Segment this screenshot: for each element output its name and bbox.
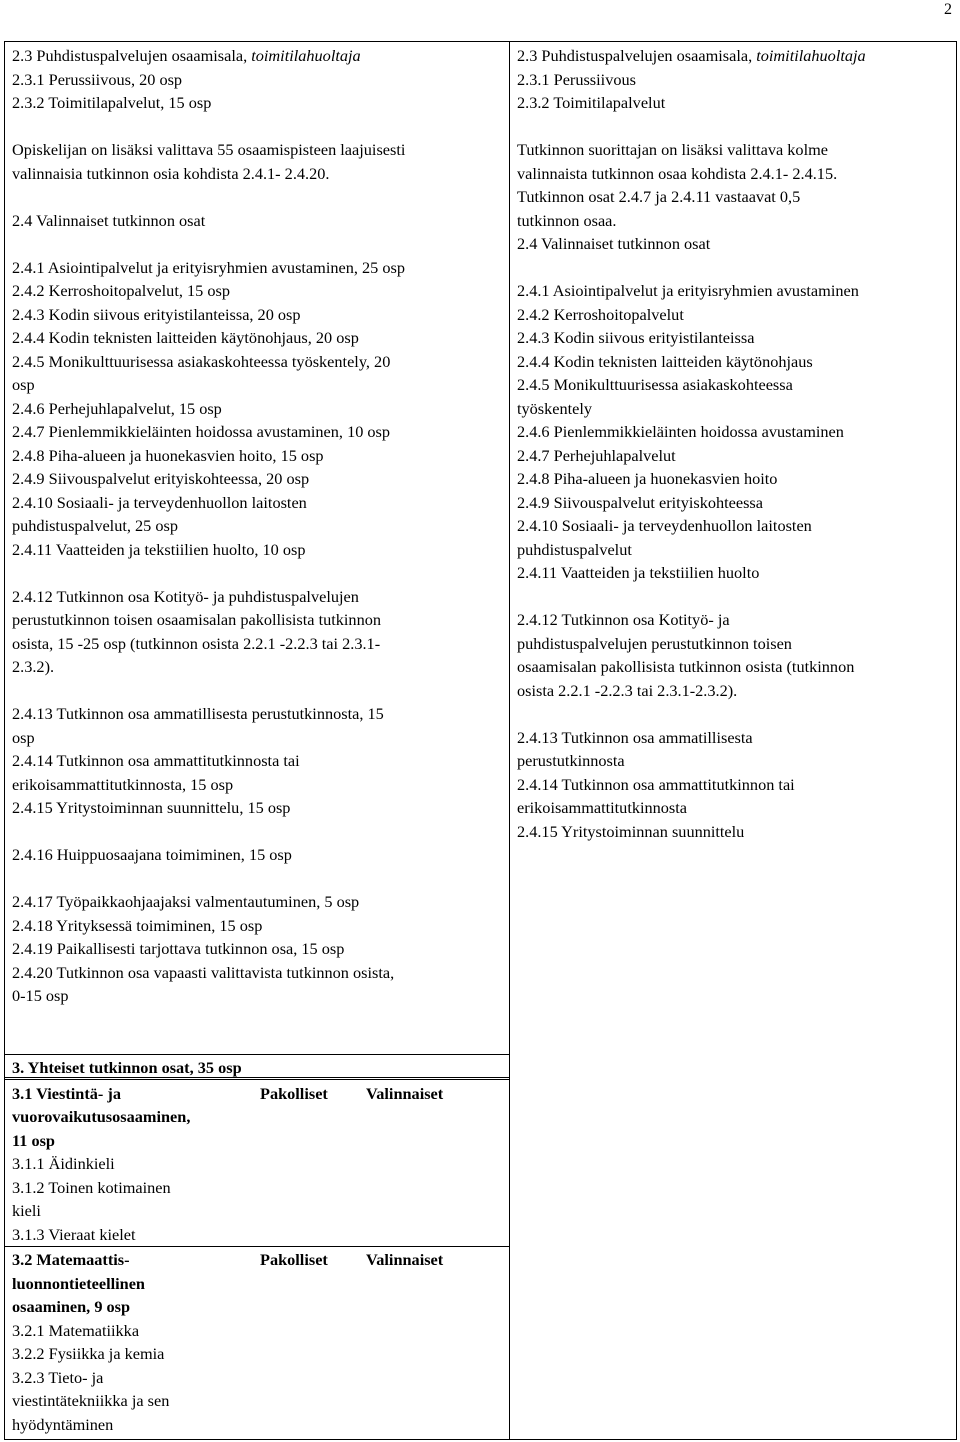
block2-row: 3.2.2 Fysiikka ja kemia bbox=[12, 1344, 165, 1363]
block1-col-valinnaiset: Valinnaiset bbox=[366, 1083, 444, 1103]
right-list-item: 2.4.4 Kodin teknisten laitteiden käytönohjaus bbox=[517, 351, 813, 371]
left-list-item: 2.4.20 Tutkinnon osa vapaasti valittavista tutkinnon osista, bbox=[12, 962, 395, 982]
right-intro-line: Tutkinnon osat 2.4.7 ja 2.4.11 vastaavat 0,5 bbox=[517, 187, 801, 206]
right-list-item: 2.4.10 Sosiaali- ja terveydenhuollon laitosten bbox=[517, 516, 812, 535]
left-list-item: 2.4.10 Sosiaali- ja terveydenhuollon laitosten bbox=[12, 492, 307, 512]
page-number: 2 bbox=[944, 1, 952, 18]
block1-table bbox=[12, 1082, 506, 1247]
right-list-item: 2.4.6 Pienlemmikkieläinten hoidossa avustaminen bbox=[517, 422, 844, 441]
left-list-item: 2.4.8 Piha-alueen ja huonekasvien hoito, 15 osp bbox=[12, 445, 324, 465]
common-studies-title: 3. Yhteiset tutkinnon osat, 35 osp bbox=[12, 1058, 242, 1077]
right-list-item: erikoisammattitutkinnosta bbox=[517, 798, 688, 817]
right-list-item: 2.4.9 Siivouspalvelut erityiskohteessa bbox=[517, 492, 763, 512]
right-list-item: perustutkinnosta bbox=[517, 751, 625, 770]
table-right-border bbox=[956, 41, 957, 1440]
right-list-item: osista 2.2.1 -2.2.3 tai 2.3.1-2.3.2). bbox=[517, 680, 738, 700]
left-list-item: 2.4.17 Työpaikkaohjaajaksi valmentautuminen, 5 osp bbox=[12, 892, 360, 911]
table-left-border bbox=[4, 41, 5, 1440]
right-list-item: 2.4.1 Asiointipalvelut ja erityisryhmien avustaminen bbox=[517, 281, 859, 300]
left-intro-line: valinnaisia tutkinnon osia kohdista 2.4.1- 2.4.20. bbox=[12, 163, 330, 183]
left-list-item: 2.4.12 Tutkinnon osa Kotityö- ja puhdistuspalvelujen bbox=[12, 586, 359, 606]
comparison-table bbox=[4, 41, 957, 1440]
left-list-item: 2.4.19 Paikallisesti tarjottava tutkinnon osa, 15 osp bbox=[12, 939, 345, 958]
right-header-line: 2.3 Puhdistuspalvelujen osaamisala, toimitilahuoltaja bbox=[517, 46, 866, 65]
block2-header-row bbox=[12, 1248, 506, 1319]
block2-col-valinnaiset: Valinnaiset bbox=[366, 1250, 444, 1269]
left-intro-line: Opiskelijan on lisäksi valittava 55 osaamispisteen laajuisesti bbox=[12, 140, 406, 159]
block2-row: hyödyntäminen bbox=[12, 1414, 114, 1434]
right-list-item: 2.4.14 Tutkinnon osa ammattitutkinnon tai bbox=[517, 774, 795, 794]
left-list-item: 2.4.5 Monikulttuurisessa asiakaskohteessa työskentely, 20 bbox=[12, 351, 391, 371]
block1-row: 3.1.2 Toinen kotimainen bbox=[12, 1177, 171, 1197]
block2-row: 3.2.1 Matematiikka bbox=[12, 1320, 140, 1340]
block1-row: 3.1.3 Vieraat kielet bbox=[12, 1224, 136, 1244]
block1-row: 3.1.1 Äidinkieli bbox=[12, 1154, 115, 1173]
block1-header-row bbox=[12, 1082, 506, 1153]
table-top-border bbox=[4, 41, 957, 42]
block2-row: 3.2.3 Tieto- ja bbox=[12, 1367, 104, 1387]
right-list-item: 2.4.5 Monikulttuurisessa asiakaskohteessa bbox=[517, 375, 793, 394]
common-studies bbox=[12, 1056, 506, 1436]
left-list-item: 2.4.3 Kodin siivous erityistilanteissa, 20 osp bbox=[12, 304, 301, 324]
left-section-title: 2.4 Valinnaiset tutkinnon osat bbox=[12, 210, 206, 230]
left-list-item: 2.4.18 Yrityksessä toimiminen, 15 osp bbox=[12, 915, 263, 935]
left-header-line: 2.3.1 Perussiivous, 20 osp bbox=[12, 69, 183, 89]
block1-col-pakolliset: Pakolliset bbox=[260, 1083, 328, 1103]
right-column bbox=[517, 44, 953, 843]
right-header-line: 2.3.2 Toimitilapalvelut bbox=[517, 93, 666, 112]
block2-table bbox=[12, 1248, 506, 1436]
table-bottom-border bbox=[4, 1439, 957, 1440]
right-list-item: puhdistuspalvelut bbox=[517, 539, 632, 559]
left-list-item: 2.4.14 Tutkinnon osa ammattitutkinnosta tai bbox=[12, 751, 300, 770]
left-header-line: 2.3 Puhdistuspalvelujen osaamisala, toimitilahuoltaja bbox=[12, 46, 361, 65]
right-list-item: työskentely bbox=[517, 398, 593, 418]
left-list-item: 2.4.11 Vaatteiden ja tekstiilien huolto, 10 osp bbox=[12, 539, 306, 559]
left-list-item: osista, 15 -25 osp (tutkinnon osista 2.2.1 -2.2.3 tai 2.3.1- bbox=[12, 633, 381, 653]
right-list-item: osaamisalan pakollisista tutkinnon osista (tutkinnon bbox=[517, 657, 855, 676]
right-list-item: 2.4.13 Tutkinnon osa ammatillisesta bbox=[517, 727, 753, 747]
left-list-item: 2.3.2). bbox=[12, 657, 55, 676]
left-list-item: 0-15 osp bbox=[12, 986, 69, 1005]
common-section-top-border bbox=[4, 1054, 509, 1055]
left-list-item: osp bbox=[12, 727, 35, 747]
left-list-item: puhdistuspalvelut, 25 osp bbox=[12, 516, 178, 535]
left-list-item: 2.4.6 Perhejuhlapalvelut, 15 osp bbox=[12, 398, 222, 418]
left-list-item: 2.4.16 Huippuosaajana toimiminen, 15 osp bbox=[12, 845, 292, 864]
block2-heading: 3.2 Matemaattis- luonnontieteellinen osaaminen, 9 osp bbox=[12, 1250, 145, 1316]
left-list-item: 2.4.4 Kodin teknisten laitteiden käytönohjaus, 20 osp bbox=[12, 328, 359, 347]
left-list-item: perustutkinnon toisen osaamisalan pakollisista tutkinnon bbox=[12, 610, 381, 629]
right-list-item: 2.4.12 Tutkinnon osa Kotityö- ja bbox=[517, 610, 730, 629]
left-list-item: osp bbox=[12, 375, 35, 394]
left-list-item: 2.4.7 Pienlemmikkieläinten hoidossa avustaminen, 10 osp bbox=[12, 422, 391, 441]
table-column-divider bbox=[509, 41, 510, 1440]
right-list-item: 2.4.8 Piha-alueen ja huonekasvien hoito bbox=[517, 469, 778, 488]
left-list-item: erikoisammattitutkinnosta, 15 osp bbox=[12, 774, 234, 794]
right-list-item: 2.4.3 Kodin siivous erityistilanteissa bbox=[517, 328, 755, 347]
right-list-item: puhdistuspalvelujen perustutkinnon toisen bbox=[517, 633, 792, 653]
block1-heading: 3.1 Viestintä- ja vuorovaikutusosaaminen, 11 osp bbox=[12, 1083, 191, 1150]
right-list-item: 2.4.11 Vaatteiden ja tekstiilien huolto bbox=[517, 563, 760, 582]
left-list-item: 2.4.2 Kerroshoitopalvelut, 15 osp bbox=[12, 281, 230, 300]
right-list-item: 2.4.15 Yritystoiminnan suunnittelu bbox=[517, 821, 745, 841]
left-list-item: 2.4.1 Asiointipalvelut ja erityisryhmien avustaminen, 25 osp bbox=[12, 257, 405, 277]
right-list-item: 2.4.2 Kerroshoitopalvelut bbox=[517, 304, 684, 324]
block1-row: kieli bbox=[12, 1201, 41, 1220]
right-list-item: 2.4.7 Perhejuhlapalvelut bbox=[517, 445, 676, 465]
left-column bbox=[12, 44, 506, 1008]
right-intro-line: valinnaista tutkinnon osaa kohdista 2.4.1- 2.4.15. bbox=[517, 163, 838, 183]
left-list-item: 2.4.15 Yritystoiminnan suunnittelu, 15 osp bbox=[12, 798, 291, 817]
left-list-item: 2.4.13 Tutkinnon osa ammatillisesta perustutkinnosta, 15 bbox=[12, 704, 384, 723]
right-section-title: 2.4 Valinnaiset tutkinnon osat bbox=[517, 234, 711, 253]
block2-col-pakolliset: Pakolliset bbox=[260, 1250, 328, 1269]
left-list-item: 2.4.9 Siivouspalvelut erityiskohteessa, 20 osp bbox=[12, 469, 310, 488]
left-header-line: 2.3.2 Toimitilapalvelut, 15 osp bbox=[12, 93, 212, 112]
right-intro-line: tutkinnon osaa. bbox=[517, 210, 617, 230]
right-header-line: 2.3.1 Perussiivous bbox=[517, 69, 636, 89]
right-intro-line: Tutkinnon suorittajan on lisäksi valittava kolme bbox=[517, 140, 828, 159]
block2-row: viestintätekniikka ja sen bbox=[12, 1391, 170, 1410]
